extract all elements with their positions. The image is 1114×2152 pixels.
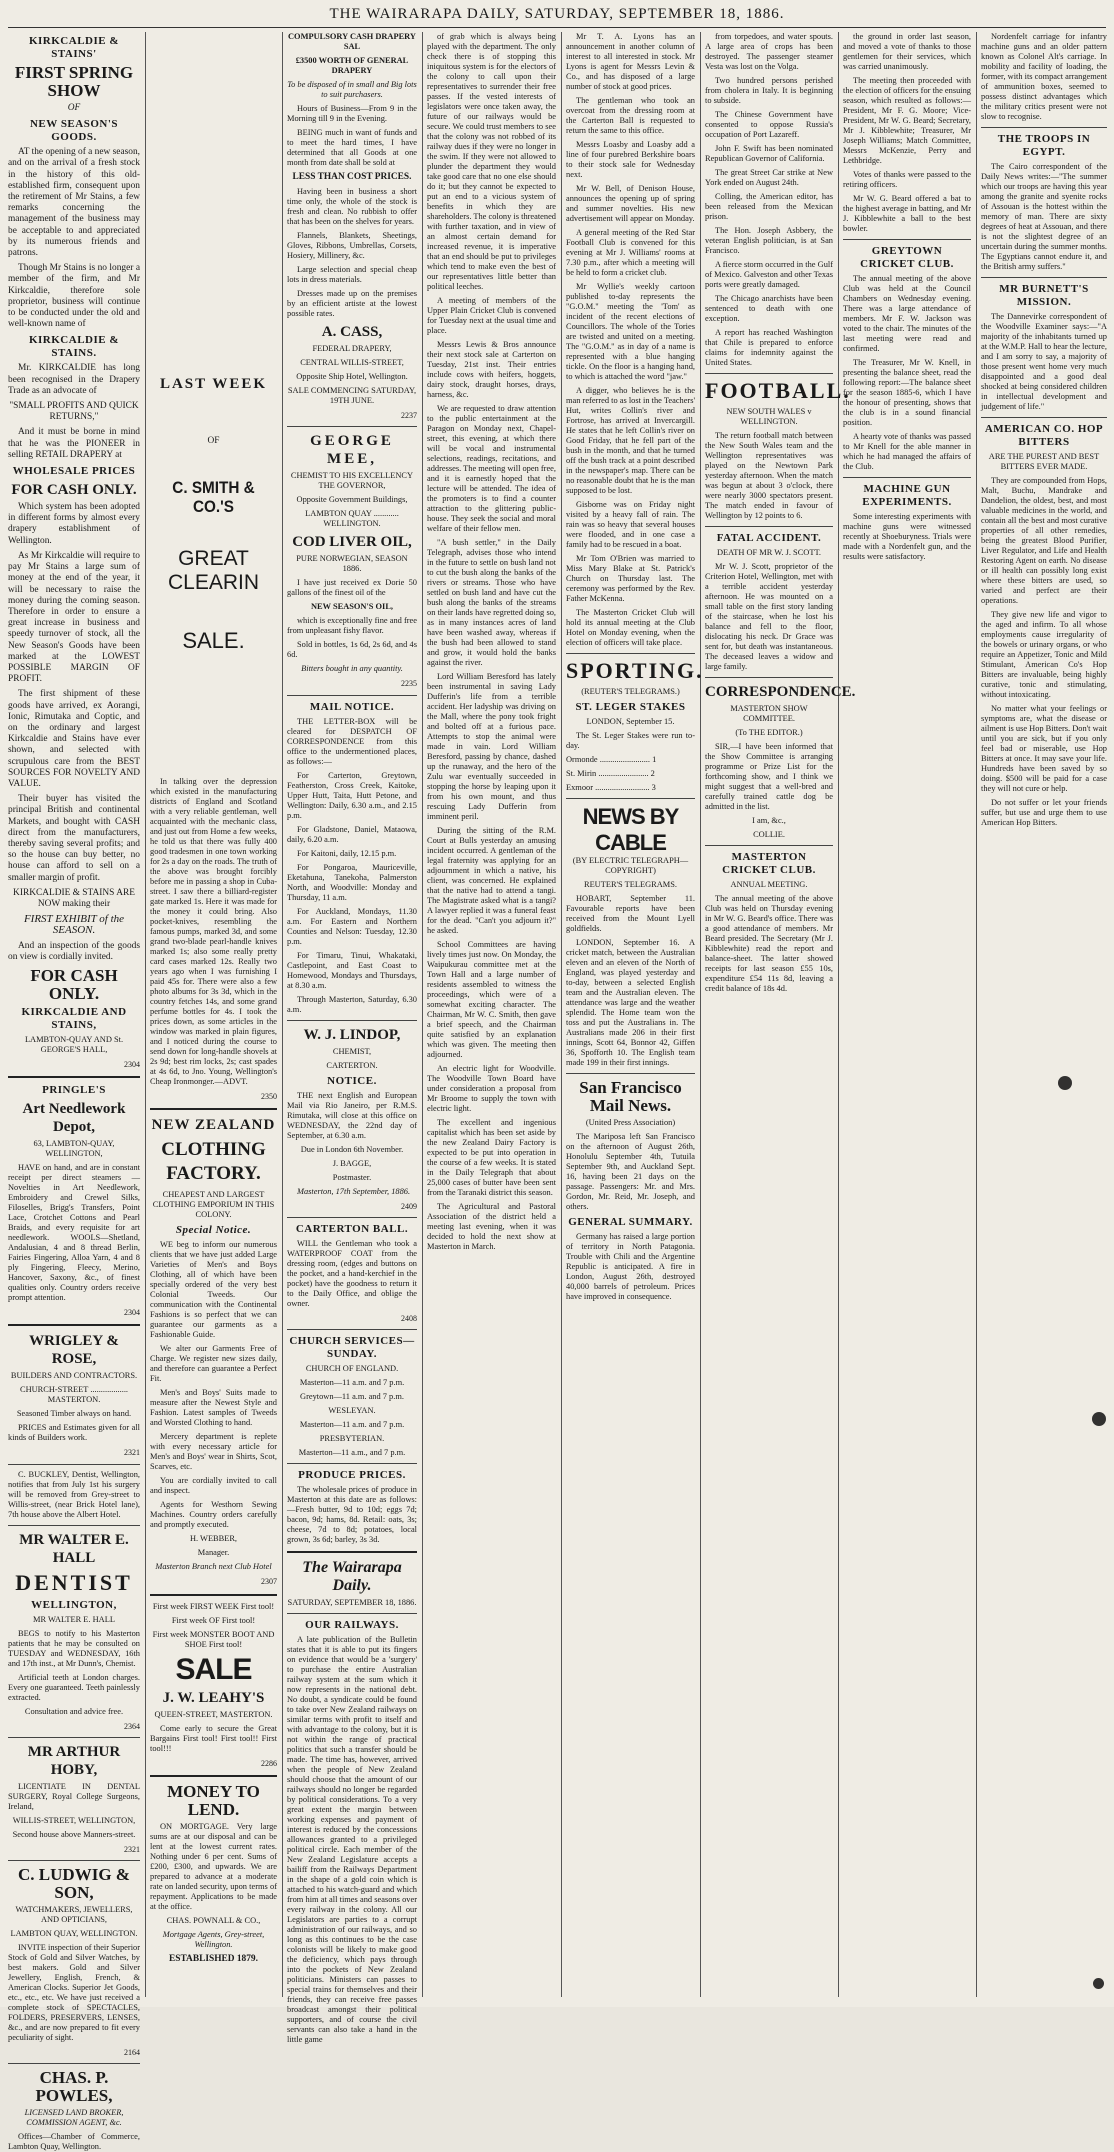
powles-sub: LICENSED LAND BROKER, COMMISSION AGENT, &c. [24, 2108, 124, 2128]
george-city: LAMBTON QUAY ............ WELLINGTON. [305, 509, 399, 529]
comp-paragraph: Dresses made up on the premises by an efficient artiste at the lowest possible rates. [287, 289, 417, 319]
divider [566, 1073, 695, 1074]
hall-sub: MR WALTER E. HALL [33, 1614, 115, 1624]
kirk-sig: KIRKCALDIE AND STAINS, [21, 1006, 127, 1031]
greytown-paragraph: The Treasurer, Mr W. Knell, in presenting the balance sheet, read the following report:—The balance sheet for the season 1885-6, which I have the honour of presenting, shows that the club is in a sound financial position. [843, 358, 971, 427]
church-line: Masterton—11 a.m., and 7 p.m. [298, 1448, 406, 1458]
wrigley-title: WRIGLEY & ROSE, [29, 1333, 119, 1368]
divider [981, 277, 1107, 278]
mail-paragraph: For Pongaroa, Mauriceville, Eketahuna, Tanekoha, Palmerston North, and Woodville: Monday and Thursday, 11 a.m. [287, 862, 417, 902]
smith-sale: SALE. [182, 628, 245, 654]
nz-notice: Special Notice. [175, 1224, 252, 1237]
column-8 [981, 32, 1107, 1997]
blank-space [150, 599, 277, 625]
kirk-paragraph: Though Mr Stains is no longer a member of the firm, and Mr Kirkcaldie, therefore sole proprietor, business will continue to be conducted under the old and well-known name of [8, 263, 140, 330]
news-paragraph: We are requested to draw attention to the public entertainment at the Paragon on Monday next, Chapel-street, this evening, at which there will be vocal and instrumental selections, readings, recitations, and addresses. The meeting will open free, and it is earnestly hoped that the lecture will be attended. The idea of the promoters is to find a counter attraction to the glittering public-house. They seek the social and moral welfare of their fellow men. [427, 404, 556, 533]
news-paragraph: Messrs Lewis & Bros announce their next stock sale at Carterton on Tuesday, 21st inst. Their entries include cows with heifers, hoggets, dairy stock, draught horses, drays, harness, &c. [427, 340, 556, 399]
news-paragraph: The Hon. Joseph Asbbery, the veteran English politician, is at San Francisco. [705, 226, 833, 255]
leahy-line: First week FIRST WEEK First tool! [152, 1601, 275, 1611]
divider [287, 1020, 417, 1021]
kirk-paragraph: AT the opening of a new season, and on the arrival of a fresh stock in the history of this old-established firm, consequent upon the retirement of Mr Stains, a few remarks concerning the management of the business may be acceptable to and appreciated by its numerous friends and patrons. [8, 147, 140, 259]
kirk-paragraph: As Mr Kirkcaldie will require to pay Mr Stains a large sum of money at the end of the year, it will be necessary to raise the money during the coming season. Therefore in order to ensure a great increase in business and speedy turnover of stock, all the New Season's Goods have been marked at the LOWEST POSSIBLE MARGIN OF PROFIT. [8, 550, 140, 685]
fatal-sub: DEATH OF MR W. J. SCOTT. [716, 548, 822, 557]
ad-number: 2304 [124, 1060, 140, 1069]
nz-title: NEW ZEALAND [151, 1117, 276, 1134]
cass-addr: CENTRAL WILLIS-STREET, [300, 358, 404, 368]
kirk-paragraph: And an inspection of the goods on view is cordially invited. [8, 940, 140, 962]
divider [287, 1613, 417, 1614]
mission-heading: MR BURNETT'S MISSION. [999, 283, 1089, 308]
divider [287, 695, 417, 696]
divider [981, 127, 1107, 128]
comp-paragraph: Flannels, Blankets, Sheetings, Gloves, Ribbons, Umbrellas, Corsets, Hosiery, Millinery, &c. [287, 231, 417, 261]
comp-hours: Hours of Business—From 9 in the Morning till 9 in the Evening. [287, 104, 417, 123]
divider [705, 845, 833, 846]
news-paragraph: The Masterton Cricket Club will hold its annual meeting at the Club Hotel on Monday evening, when the election of officers will take place. [566, 608, 695, 647]
smith-of: OF [207, 436, 220, 446]
wrigley-line: CHURCH-STREET .................. MASTERTON. [19, 1385, 129, 1405]
leahy-paragraph: Come early to secure the Great Bargains First tool! First tool!! First tool!!! [150, 1723, 277, 1753]
kirk-quote: "SMALL PROFITS AND QUICK RETURNS," [9, 401, 139, 423]
pringle-name: Art Needlework Depot, [22, 1101, 126, 1136]
column-6 [705, 32, 856, 1997]
sf-paragraph: The Mariposa left San Francisco on the afternoon of August 26th, Honolulu September 4th, Tutuila September 9th, and Auckland Sept. 16, having been 21 days on the passage. Passengers: Mr. and Mrs. Gordon, Mr. Reid, Mr. Joseph, and others. [566, 1132, 695, 1211]
carpet-title: CARTERTON BALL. [295, 1222, 409, 1235]
hoby-addr: WILLIS-STREET, WELLINGTON, [12, 1815, 136, 1825]
nz-paragraph: Agents for Westhorn Sewing Machines. Country orders carefully and promptly executed. [150, 1500, 277, 1530]
smith-name: C. SMITH & CO.'S [172, 478, 255, 517]
stleger-result: Ormonde ........................ 1 [566, 755, 657, 764]
mail-paragraph: Through Masterton, Saturday, 6.30 a.m. [287, 994, 417, 1014]
bitters-heading: AMERICAN CO. HOP BITTERS [984, 423, 1104, 448]
comp-paragraph: BEING much in want of funds and to meet the hard times, I have determined that all Goods at one month from date shall be sold at [287, 128, 417, 167]
hall-dentist: DENTIST [15, 1569, 133, 1595]
divider [705, 526, 833, 527]
cass-sale: SALE COMMENCING SATURDAY, 19TH JUNE. [287, 386, 417, 406]
ad-number: 2304 [124, 1308, 140, 1318]
kirk-name: KIRKCALDIE & STAINS. [28, 334, 120, 360]
money-est: ESTABLISHED 1879. [169, 1953, 258, 1964]
notice-due: Due in London 6th November. [300, 1144, 404, 1154]
notice-date: Masterton, 17th September, 1886. [297, 1186, 411, 1196]
lindop-name: W. J. LINDOP, [303, 1026, 401, 1043]
news-paragraph: Mr Tom O'Brien was married to Miss Mary Blake at St. Patrick's Church on Thursday last. The ceremony was performed by the Rev. Father McKenna. [566, 554, 695, 603]
divider [8, 1860, 140, 1861]
church-title: CHURCH SERVICES—SUNDAY. [289, 1335, 415, 1361]
bitters-paragraph: No matter what your feelings or symptoms are, what the disease or ailment is use Hop Bitters. Don't wait until you are sick, but if you only feel bad or miserable, use Hop Bitters at once. It may save your life. Hundreds have been saved by so doing. $500 will be paid for a case they will not cure or help. [981, 704, 1107, 793]
wrigley-paragraph: PRICES and Estimates given for all kinds of Builders work. [8, 1423, 140, 1443]
church-line: Masterton—11 a.m. and 7 p.m. [299, 1420, 405, 1430]
kirk-of: OF [67, 103, 81, 113]
news-paragraph: The Chicago anarchists have been sentenced to death with one exception. [705, 294, 833, 323]
corr-name: COLLIE. [753, 830, 785, 839]
nz-paragraph: We alter our Garments Free of Charge. We register new sizes daily, and therefore can guarantee a Perfect Fit. [150, 1344, 277, 1384]
nz-clothing: CLOTHING FACTORY. [161, 1139, 266, 1185]
divider [287, 426, 417, 427]
kirk-forcash: FOR CASH ONLY. [30, 966, 118, 1003]
comp-paragraph: Having been in business a short time only, the whole of the stock is fresh and clean. No rubbish to offer that has been on the shelves for years. [287, 187, 417, 227]
cass-name: A. CASS, [321, 324, 383, 341]
corr-sub: MASTERTON SHOW COMMITTEE. [730, 704, 808, 723]
blank-space [150, 396, 277, 436]
kirk-paragraph: Their buyer has visited the principal British and continental Markets, and bought with CASH direct from the manufacturers, thereby saving several profits; and so the house can buy better, no house can afford to sell on a smaller margin of profit. [8, 794, 140, 883]
greytown-heading: GREYTOWN CRICKET CLUB. [860, 245, 954, 270]
divider [287, 1551, 417, 1553]
divider [8, 1737, 140, 1738]
mcc-sub: ANNUAL MEETING. [730, 880, 808, 889]
news-paragraph: The excellent and ingenious capitalist which has been set aside by the new Zealand Dairy Factory is expected to be put into operation in the course of a few weeks. It is stated in the Daily Telegraph that about 25,000 cases of butter have been sent from the Taranaki district this season. [427, 1118, 556, 1197]
news-paragraph: Lord William Beresford has lately been instrumental in saving Lady Dufferin's life from a terrible accident. Her ladyship was driving on the Mall, where the pony took fright and bolted off at a furious pace. Attempts to stop the animal were made in vain. Lord William Beresford, passing by chance, dashed up the runaway, and the hero of the Zulu war eventually succeeded in stopping the horse by leaping upon it from his own mount, and thus rescuing Lady Dufferin from imminent peril. [427, 672, 556, 821]
hoby-name: MR ARTHUR HOBY, [27, 1743, 121, 1778]
leahy-addr: QUEEN-STREET, MASTERTON. [154, 1709, 273, 1719]
news-paragraph: Gisborne was on Friday night visited by a heavy fall of rain. The rain was so heavy that several houses were flooded, and in one case a family had to be rescued in a boat. [566, 500, 695, 549]
mission-paragraph: The Dannevirke correspondent of the Woodville Examiner says:—"A majority of the inhabitants turned up at the W.M.P. Hall to hear the lecture, and I am sorry to say, a majority of those present went home very much disappointed and a good deal shocked at being considered children in intellectual development and judgement of life." [981, 312, 1107, 411]
corr-heading: CORRESPONDENCE. [705, 684, 856, 700]
mcc-paragraph: The annual meeting of the above Club was held on Thursday evening in Mr W. G. Beard's office. There was a good attendance of members. Mr Beard presided. The Secretary (Mr J. Kibblewhite) read the report and balance-sheet. The latter showed receipts for last season £55 10s, expenditure £54 11s 8d, leaving a credit balance of 18s 4d. [705, 894, 833, 993]
cable-sub: (BY ELECTRIC TELEGRAPH—COPYRIGHT) [572, 856, 689, 875]
travel-paragraph: In talking over the depression which existed in the manufacturing districts of England and Scotland with a very reliable gentleman, well acquainted with the mechanic class, and just out from Home a few weeks, he told us that there was fully 400 good tradesmen in one town working for 2s a day on the roads. The truth of the above was brought forcibly before me in passing a shop in Cuba-street. I saw there a billiard-register gate marked 1s. Here it was made for the money it could bring. Also pocket-knives, resembling the famous pumps, marked 3d, and some grand two-blade pearl-handle knives marked 1s; also some really pretty card cases marked 12s. Really two years ago when I was furnishing I paid 45s for. There were also a few photo albums for 3s 3d, which in the country fetches 14s, and some grand perfume bottles for 4s. I took the prices down, as some articles in the window was marked in plain figures, and I noticed during the course to send down for long-handle shovels at 2s 9d; best rim locks, 2s; cast spades at 4s 6d, to Jno. Young, Wellington's Cheap Ironmonger.—ADVT. [150, 777, 277, 1087]
money-title: MONEY TO LEND. [167, 1781, 260, 1819]
sporting-heading: SPORTING. [566, 658, 704, 683]
column-rule [700, 32, 701, 1997]
news-paragraph: of grab which is always being played with the department. The only check there is of stopping this iniquitous system is for the electors of the colony to call upon their representatives to surrender their free passes. If the vested interests of legislators were once taken away, the future of our railways would be secure. We could trust members to see that the colony was not robbed of its railway dues if they were no longer in the swim. If they were not allowed to plunder the department they would take good care that no one else should do it; but they cannot be expected to put an end to a vicious system of benefits in which they are shareholders. The colony is threatened with further taxation, and in view of an almost certain demand for increased revenue, it is imperative that an end should be put to privileges which tend to make even the best of our representatives little better than political leeches. [427, 32, 556, 291]
ink-blot [1058, 1076, 1072, 1090]
greytown-paragraph: A hearty vote of thanks was passed to Mr Knell for the able manner in which he had managed the affairs of the Club. [843, 432, 971, 471]
column-rule [976, 32, 977, 1997]
blank-space [150, 451, 277, 475]
divider [8, 1076, 140, 1078]
stleger-paragraph: The St. Leger Stakes were run to-day. [566, 731, 695, 750]
news-paragraph: Colling, the American editor, has been released from the Mexican prison. [705, 192, 833, 221]
ad-number: 2307 [261, 1577, 277, 1587]
divider [566, 653, 695, 654]
mcc-heading: MASTERTON CRICKET CLUB. [722, 851, 816, 876]
money-paragraph: ON MORTGAGE. Very large sums are at our disposal and can be lent at the lowest current rates. Nothing under 6 per cent. Sums of £200, £300, and upwards. We are prepared to advance at a moderate rate on landed security, upon terms of repayment. Applications to be made at the office. [150, 1821, 277, 1911]
ad-number: 2286 [261, 1758, 277, 1768]
wrigley-paragraph: Seasoned Timber always on hand. [16, 1409, 132, 1419]
cable-paragraph: HOBART, September 11. Favourable reports have been received from the Mount Lyell goldfields. [566, 894, 695, 933]
divider [150, 1775, 277, 1777]
kirk-paragraph: Mr. KIRKCALDIE has long been recognised in the Drapery Trade as an advocate of [8, 363, 140, 396]
column-1 [8, 32, 140, 2152]
stleger-result: Exmoor .......................... 3 [566, 783, 656, 792]
ad-number: 2237 [401, 411, 417, 421]
cod-paragraph: Bitters bought in any quantity. [301, 664, 403, 674]
gen-paragraph: Germany has raised a large portion of territory in North Patagonia. Trouble with Chili and the Argentine Republic is anticipated. A fire in London, August 26th, destroyed 40,000 barrels of petroleum. Prices have improved in consequence. [566, 1232, 695, 1301]
lindop-city: CARTERTON. [326, 1060, 378, 1070]
hall-paragraph: Artificial teeth at London charges. Every one guaranteed. Teeth painlessly extracted. [8, 1672, 140, 1702]
news-paragraph: A general meeting of the Red Star Football Club is convened for this evening at Mr J. Williams' rooms at 7.30 p.m., after which a meeting will be held to form a cricket club. [566, 228, 695, 277]
news-paragraph: The great Street Car strike at New York ended on August 24th. [705, 168, 833, 187]
notice-paragraph: THE next English and European Mail via Rio Janeiro, per R.M.S. Rimutaka, will close at this office on WEDNESDAY, the 22nd day of September, at 6.30 a.m. [287, 1090, 417, 1140]
cod-paragraph: I have just received ex Dorie 50 gallons of the finest oil of the [287, 578, 417, 598]
divider [287, 1217, 417, 1218]
bitters-paragraph: They are compounded from Hops, Malt, Buchu, Mandrake and Dandelion, the oldest, best, and most valuable medicines in the world, and contain all the best and most curative properties of all other remedies, being the greatest Blood Purifier, Liver Regulator, and Life and Health Restoring Agent on earth. No disease or ill health can possibly long exist where these bitters are used, so varied and perfect are their operations. [981, 476, 1107, 605]
leahy-line: First week MONSTER BOOT AND SHOE First tool! [152, 1629, 275, 1649]
cable-heading: NEWS BY CABLE [582, 804, 679, 855]
news-paragraph: Mr W. Bell, of Denison House, announces the opening up of spring and summer novelties. His new advertisement will appear on Monday. [566, 184, 695, 223]
column-rule [561, 32, 562, 1997]
bitters-paragraph: They give new life and vigor to the aged and infirm. To all whose employments cause irregularity of the bowels or urinary organs, or who require an Appetizer, Tonic and Mild Stimulant, American Co's Hop Bitters are invaluable, being highly curative, tonic and stimulating, without intoxicating. [981, 610, 1107, 699]
george-name: GEORGE MEE, [310, 433, 394, 468]
corr-to: (To THE EDITOR.) [735, 728, 803, 737]
ad-number: 2350 [261, 1092, 277, 1102]
news-paragraph: Mr T. A. Lyons has an announcement in another column of interest to all interested in stock. Mr Lyons is agent for Messrs Levin & Co., and has disposed of a large number of stock at good prices. [566, 32, 695, 91]
machine-paragraph: Some interesting experiments with machine guns were witnessed recently at Shoeburyness. Trials were made with a Nordenfelt gun, and the results were satisfactory. [843, 512, 971, 561]
divider [705, 677, 833, 678]
nz-sub: CHEAPEST AND LARGEST CLOTHING EMPORIUM IN THIS COLONY. [152, 1190, 275, 1220]
divider [843, 477, 971, 478]
bitters-paragraph: Do not suffer or let your friends suffer, but use and urge them to use American Hop Bitters. [981, 798, 1107, 827]
news-paragraph: Mr Wyllie's weekly cartoon published to-day represents the "G.O.M." meeting the 'Tom' as incident of the recent elections of Councillors. The whole of the Tories are twisted and united on a meeting. The "G.O.M." as in day of a name is represented with a blue hanging tickle. On the floor is a hanging hand, to which is attached the word "jaw." [566, 282, 695, 381]
powles-name: CHAS. P. POWLES, [35, 2068, 113, 2106]
smith-great: GREAT CLEARIN [167, 547, 260, 595]
rail-paragraph: A late publication of the Bulletin states that it is able to put its fingers on evidence that would be a 'surgery' to purchase the entire Australian railway system at the sum which it now represents in the national debt. No doubt, a syndicate could be found to take over New Zealand railways on similar terms with profit to itself and with advantage to the colony, but it is not within the range of practical politics that such a transfer should be made. The time has, however, arrived when the people of New Zealand should choose that the amount of our railways should no longer be regarded by political considerations. To a very great extent the margin between working expenses and payment of interest is reduced by the concessions allowances granted to a privileged political circle. Each member of the New Zealand Legislature accepts a bailiff from the Railways Department in the shape of a gold coin which is attached to his watch-guard and which from him at all times and seasons over every railway in the colony. All our Legislators are parties to a corrupt administration of our railways, and so long as this continues to be the case colonists will be likely to make good the deficiency, which pays through into the pockets of New Zealand politicians. Ministers can passes to special trains for themselves and their friends, they can receive free passes broadcast amongst their political supporters, and of course the civil servants can also take a hand in the little game [287, 1635, 417, 2045]
hall-name: MR WALTER E. HALL [19, 1531, 129, 1566]
news-paragraph: The gentleman who took an overcoat from the dressing room at the Carterton Ball is requested to return the same to this office. [566, 96, 695, 135]
smith-last: LAST WEEK [159, 376, 268, 392]
news-paragraph: A digger, who believes he is the man referred to as lost in the Teachers' Hut, writes Collin's river and Fortrose, has arrived at Invercargill. He states that he left Collin's river on Good Friday, that he fell part of the bush in the month, and that he turned off the bush track at a point described in the newspaper's map. There can be no reasonable doubt that he is the man supposed to be lost. [566, 386, 695, 495]
news-paragraph: the ground in order last season, and moved a vote of thanks to those gentlemen for their services, which was carried unanimously. [843, 32, 971, 71]
comp-amount: £3500 WORTH OF GENERAL DRAPERY [295, 56, 409, 75]
cod-sub: PURE NORWEGIAN, SEASON 1886. [296, 554, 408, 574]
pringle-addr: 63, LAMBTON-QUAY, WELLINGTON, [33, 1139, 115, 1159]
cod-paragraph: which is exceptionally fine and free from unpleasant fishy flavor. [287, 616, 417, 636]
kirk-show: FIRST SPRING SHOW [14, 63, 134, 100]
kirk-paragraph: Which system has been adopted in different forms by almost every drapery establishment of Wellington. [8, 502, 140, 546]
money-sub: Mortgage Agents, Grey-street, Wellington. [162, 1929, 265, 1949]
comp-less: LESS THAN COST PRICES. [292, 172, 412, 182]
kirk-goods: NEW SEASON'S GOODS. [29, 118, 119, 144]
rail-title: OUR RAILWAYS. [305, 1619, 399, 1632]
notice-title: NOTICE. [327, 1074, 377, 1087]
column-rule [838, 32, 839, 1997]
mail-title: MAIL NOTICE. [309, 700, 395, 713]
leahy-line: First week OF First tool! [171, 1615, 256, 1625]
news-paragraph: An electric light for Woodville. The Woodville Town Board have under consideration a proposal from Mr Broome to supply the town with electric light. [427, 1064, 556, 1113]
divider [8, 1324, 140, 1326]
news-paragraph: Mr W. G. Beard offered a bat to the highest average in batting, and Mr J. Kibblewhite a ball to the best bowler. [843, 194, 971, 233]
stleger-result: St. Mirin ........................ 2 [566, 769, 655, 778]
hall-city: WELLINGTON, [31, 1598, 117, 1611]
kirk-title: KIRKCALDIE & STAINS' [28, 35, 120, 60]
stleger-heading: ST. LEGER STAKES [575, 701, 686, 713]
news-paragraph: A meeting of members of the Upper Plain Cricket Club is convened for Tuesday next at the usual time and place. [427, 296, 556, 335]
kirk-paragraph: KIRKCALDIE & STAINS ARE NOW making their [13, 887, 135, 909]
kirk-cash: FOR CASH ONLY. [11, 482, 137, 499]
hoby-paragraph: LICENTIATE IN DENTAL SURGERY, Royal College Surgeons, Ireland, [8, 1781, 140, 1811]
ad-number: 2364 [124, 1721, 140, 1731]
news-paragraph: Nordenfelt carriage for infantry machine guns and an older pattern known as Colonel Alt's carriage. In mobility and facility of loading, the former, with its compact arrangement of ammunition boxes, seemed to possess distinct advantages which the military critics present were not slow to recognise. [981, 32, 1107, 121]
divider [8, 1525, 140, 1526]
comp-paragraph: Large selection and special cheap lots in dress materials. [287, 265, 417, 285]
lindop-sub: CHEMIST, [332, 1046, 372, 1056]
comp-sub: To be disposed of in small and Big lots to suit purchasers. [287, 80, 417, 99]
news-paragraph: from torpedoes, and water spouts. A large area of crops has been destroyed. The passenger steamer Vesta was lost on the Volga. [705, 32, 833, 71]
cass-sub: FEDERAL DRAPERY, [312, 344, 392, 354]
cod-paragraph: Sold in bottles, 1s 6d, 2s 6d, and 4s 6d. [287, 640, 417, 660]
nz-paragraph: Men's and Boys' Suits made to measure after the Newest Style and Fashion. Latest samples of Tweeds and Worsted Clothing to hand. [150, 1388, 277, 1428]
nz-paragraph: Mercery department is replete with every necessary article for Men's and Boys' wear in Shirts, Scot, Scarves, etc. [150, 1432, 277, 1472]
column-rule [145, 32, 146, 1997]
buckley-paragraph: C. BUCKLEY, Dentist, Wellington, notifies that from July 1st his surgery will be removed from Grey-street to Willis-street, (near Brick Hotel lane), 7th house above the Albert Hotel. [8, 1469, 140, 1519]
column-2 [150, 32, 277, 1997]
sf-sub: (United Press Association) [585, 1118, 676, 1127]
news-paragraph: The meeting then proceeded with the election of officers for the ensuing season, which resulted as follows:—President, Mr F. G. Moore; Vice-President, Mr W. G. Beard; Secretary, Mr J. Kibblewhite; Treasurer, Mr Joseph Williams; Match Committee, Messrs McKenzie, Perry and Lethbridge. [843, 76, 971, 165]
nz-mgr: Manager. [197, 1548, 230, 1558]
news-paragraph: School Committees are having lively times just now. On Monday, the Waipukurau committee met at the Town Hall and a large number of residents assembled to witness the proceedings, which were of a somewhat exciting character. The Chairman, Mr W. C. Smith, then gave a brief speech, and the Chairman quite satisfied by an explanation which was given. The meeting then adjourned. [427, 940, 556, 1059]
ludwig-name: C. LUDWIG & SON, [18, 1865, 130, 1903]
blank-space [150, 32, 277, 372]
column-rule [282, 32, 283, 1997]
news-paragraph: The Chinese Government have consented to oppose Russia's occupation of Port Lazareff. [705, 110, 833, 139]
divider [843, 239, 971, 240]
cod-title: COD LIVER OIL, [292, 534, 412, 551]
gen-heading: GENERAL SUMMARY. [568, 1216, 693, 1228]
stleger-date: LONDON, September 15. [586, 717, 675, 726]
comp-title: COMPULSORY CASH DRAPERY SAL [288, 32, 416, 51]
divider [150, 1594, 277, 1596]
ad-number: 2408 [401, 1313, 417, 1323]
corr-sig: I am, &c., [752, 816, 786, 825]
column-4 [427, 32, 556, 1997]
nz-sig: H. WEBBER, [189, 1534, 238, 1544]
sporting-sub: (REUTER'S TELEGRAMS.) [581, 687, 680, 696]
news-paragraph: Messrs Loasby and Loasby add a line of four purebred Berkshire boars to their stock sale for Wednesday next. [566, 140, 695, 179]
ad-number: 2164 [124, 2048, 140, 2058]
corr-paragraph: SIR,—I have been informed that the Show Committee is arranging programme or Prize List for the forthcoming show, and I think we might suggest that a well-bred and carefully trained cattle dog be admitted in the list. [705, 742, 833, 811]
church-line: WESLEYAN. [328, 1406, 376, 1416]
kirk-wholesale: WHOLESALE PRICES [12, 465, 136, 478]
kirk-first: FIRST EXHIBIT of the SEASON. [23, 913, 125, 937]
nz-addr: Masterton Branch next Club Hotel [155, 1562, 272, 1572]
news-paragraph: A report has reached Washington that Chile is prepared to enforce claims for indemnity against the United States. [705, 328, 833, 367]
cass-addr2: Opposite Ship Hotel, Wellington. [296, 372, 408, 382]
news-paragraph: Two hundred persons perished from cholera in Italy. It is beginning to subside. [705, 76, 833, 105]
mail-paragraph: For Carterton, Greytown, Featherston, Cross Creek, Kaitoke, Upper Hutt, Taita, Hutt Petone, and Wellington: Daily, 6.30 a.m., and 2.15 p.m. [287, 770, 417, 820]
cod-paragraph: NEW SEASON'S OIL, [311, 602, 393, 612]
football-sub: NEW SOUTH WALES v WELLINGTON. [726, 407, 812, 426]
football-paragraph: The return football match between the New South Wales team and the Wellington representatives was played on the Newtown Park yesterday afternoon. When the match was begun at about 3 o'clock, there were nearly 3000 spectators present. The match ended in favour of Wellington by 12 points to 6. [705, 431, 833, 520]
news-paragraph: The Agricultural and Pastoral Association of the district held a meeting last evening, when it was decided to hold the next show at Masterton in March. [427, 1202, 556, 1251]
divider [287, 1329, 417, 1330]
news-paragraph: A fierce storm occurred in the Gulf of Mexico. Galveston and other Texas ports were greatly damaged. [705, 260, 833, 289]
mail-paragraph: THE LETTER-BOX will be cleared for DESPATCH OF CORRESPONDENCE from this office to the undermentioned places, as follows:— [287, 716, 417, 766]
leahy-name: J. W. LEAHY'S [162, 1689, 265, 1706]
mail-paragraph: For Auckland, Mondays, 11.30 a.m. For Eastern and Northern Counties and Nelson: Tuesday, 12.30 p.m. [287, 906, 417, 946]
fatal-paragraph: Mr W. J. Scott, proprietor of the Criterion Hotel, Wellington, met with a terrible accident yesterday afternoon. He was mounted on a small table on the first story landing of the staircase, when he lost his balance and fell to the floor, dislocating his neck. Dr Grace was sent for, but death was instantaneous. The deceased leaves a widow and large family. [705, 562, 833, 671]
george-addr: Opposite Government Buildings, [296, 495, 408, 505]
money-sig: CHAS. POWNALL & CO., [166, 1915, 261, 1925]
church-line: Masterton—11 a.m. and 7 p.m. [299, 1378, 405, 1388]
news-paragraph: John F. Swift has been nominated Republican Governor of California. [705, 144, 833, 163]
kirk-paragraph: And it must be borne in mind that he was the PIONEER in selling RETAIL DRAPERY at [8, 427, 140, 460]
ad-number: 2409 [401, 1201, 417, 1211]
ad-number: 2321 [124, 1844, 140, 1854]
news-paragraph: During the sitting of the R.M. Court at Bulls yesterday an amusing incident occurred. A gentleman of the legal fraternity was applying for an adjournment in which a native, his client, was concerned. He explained that the native had to attend a tangi. The Magistrate asked what is a tangi? A lawyer replied it was a funeral feast for the dead. "Can't you adjourn it?" he asked. [427, 826, 556, 935]
kirk-paragraph: The first shipment of these goods have arrived, ex Aorangi, Ionic, Rimutaka and Coptic, and on the ordinary and largest Kirkcaldie and Stains have ever shown, and selected with scrupulous care from the BEST SOURCES FOR NOVELTY AND VALUE. [8, 689, 140, 789]
greytown-paragraph: The annual meeting of the above Club was held at the Council Chambers on Wednesday evening. There was a large attendance of members. Mr F. W. Jackson was voted to the chair. The minutes of the last meeting were read and confirmed. [843, 274, 971, 353]
daily-title: The Wairarapa Daily. [302, 1559, 402, 1595]
masthead: THE WAIRARAPA DAILY, SATURDAY, SEPTEMBER 18, 1886. [329, 6, 785, 22]
masthead-rule [8, 27, 1106, 28]
column-5 [566, 32, 704, 1997]
hall-paragraph: BEGS to notify to his Masterton patients that he may be consulted on TUESDAY and WEDNESDAY, 16th and 17th inst., at Mr Dunn's, Chemist. [8, 1628, 140, 1668]
divider [150, 1108, 277, 1110]
column-7 [843, 32, 971, 1997]
machine-heading: MACHINE GUN EXPERIMENTS. [862, 483, 952, 508]
cable-paragraph: LONDON, September 16. A cricket match, between the Australian eleven and an eleven of the North of England, was played yesterday and to-day, between a selected English team and the Australian eleven. The attendance was large and the weather splendid. The Home team won the toss and put the Australians in. The Australians made 206 in their first innings, Scott 64, Bonnor 42, Giffen 36, Spofforth 10. The English team made 199 in their first innings. [566, 938, 695, 1067]
produce-paragraph: The wholesale prices of produce in Masterton at this date are as follows:—Fresh butter, 9d to 10d; eggs 7d; bacon, 9d; hams, 8d. Retail: oats, 3s; cheese, 7d to 8d; potatoes, local grown, 3s 6d; barley, 3s 3d. [287, 1485, 417, 1545]
ludwig-addr: LAMBTON QUAY, WELLINGTON. [10, 1929, 138, 1939]
mail-paragraph: For Kaitoni, daily, 12.15 p.m. [297, 848, 397, 858]
blank-space [150, 519, 277, 543]
pringle-title: PRINGLE'S [42, 1084, 106, 1097]
divider [287, 1463, 417, 1464]
blank-space [150, 657, 277, 777]
church-line: CHURCH OF ENGLAND. [305, 1364, 399, 1374]
nz-paragraph: WE beg to inform our numerous clients that we have just added Large Varieties of Men's and Boys Clothing, all of which have been specially ordered of the very best Colonial Tweeds. Our communication with the Continental Fashions is so perfect that we can guarantee our garments as a Fashionable Guide. [150, 1240, 277, 1340]
produce-title: PRODUCE PRICES. [298, 1469, 406, 1482]
pringle-paragraph: HAVE on hand, and are in constant receipt per direct steamers — Novelties in Art Needlework, Embroidery and Crewel Silks, Filoselles, Brigg's Transfers, Point Lace, Crotchet Cottons and Pearl Braids, and every requisite for art needlework. WOOLS—Shetland, Andalusian, 4 and 8 thread Berlin, Fairies Fingering, Alloa Yarn, 4 and 8 ply Fingering, Fleecy, Merino, Hancover, Saxony, &c., of finest qualities only. Country orders receive prompt attention. [8, 1163, 140, 1303]
church-line: Greytown—11 a.m. and 7 p.m. [300, 1392, 404, 1402]
church-line: PRESBYTERIAN. [319, 1434, 385, 1444]
sf-heading: San Francisco Mail News. [579, 1078, 682, 1115]
kirk-addr: LAMBTON-QUAY AND St. GEORGE'S HALL, [24, 1035, 124, 1054]
carpet-paragraph: WILL the Gentleman who took a WATERPROOF COAT from the dressing room, (edges and buttons on the pocket, and a hand-kerchief in the pocket) have the goodness to return it to the Daily Office, and oblige the owner. [287, 1238, 417, 1308]
column-3 [287, 32, 417, 2045]
notice-sig: J. BAGGE, [332, 1158, 372, 1168]
divider [705, 373, 833, 374]
george-sub: CHEMIST TO HIS EXCELLENCY THE GOVERNOR, [290, 471, 414, 491]
hall-consult: Consultation and advice free. [24, 1706, 124, 1716]
hoby-paragraph: Second house above Manners-street. [12, 1829, 136, 1839]
news-paragraph: Votes of thanks were passed to the retiring officers. [843, 170, 971, 189]
ad-number: 2321 [124, 1448, 140, 1458]
fatal-heading: FATAL ACCIDENT. [716, 532, 822, 544]
divider [8, 2063, 140, 2064]
notice-post: Postmaster. [332, 1172, 372, 1182]
column-rule [422, 32, 423, 1997]
cable-sub2: REUTER'S TELEGRAMS. [583, 880, 678, 889]
mail-paragraph: For Gladstone, Daniel, Mataowa, daily, 6.20 a.m. [287, 824, 417, 844]
ludwig-paragraph: INVITE inspection of their Superior Stock of Gold and Silver Watches, by best makers. Gold and Silver Jewellery, English, French, & American Clocks. Superior Jet Goods, etc., etc., etc. We have just received a complete stock of SPECTACLES, FOLDERS, PRESERVERS, LENSES, &c., and are now prepared to fit every peculiarity of sight. [8, 1943, 140, 2043]
nz-paragraph: You are cordially invited to call and inspect. [150, 1476, 277, 1496]
ink-blot [1092, 1412, 1106, 1426]
daily-date: SATURDAY, SEPTEMBER 18, 1886. [287, 1598, 417, 1608]
troops-heading: THE TROOPS IN EGYPT. [997, 133, 1091, 158]
wrigley-sub: BUILDERS AND CONTRACTORS. [10, 1371, 138, 1381]
news-paragraph: "A bush settler," in the Daily Telegraph, advises those who intend in the future to settle on bush land not to cut the bush along the banks of the rivers or streams. Those who have settled on bush land and have cut the bush along the banks of the streams on their lands have regretted doing so, as in many instances acres of land have been washed away, whereas if the bush had been allowed to stand and grow, it would hold the banks against the river. [427, 538, 556, 667]
troops-paragraph: The Cairo correspondent of the Daily News writes:—"The summer which our troops are having this year among the granite and syenite rocks of Assouan is the hottest within the memory of man. There are sixty degrees of heat at Assouan, and there is not the slightest degree of an uncertain during the summer months. The Egyptians cannot endure it, and the British army suffers." [981, 162, 1107, 271]
bitters-sub: ARE THE PUREST AND BEST BITTERS EVER MADE. [988, 452, 1100, 471]
ad-number: 2235 [401, 679, 417, 689]
football-heading: FOOTBALL. [705, 378, 851, 403]
divider [566, 798, 695, 799]
powles-addr: Offices—Chamber of Commerce, Lambton Quay, Wellington. [8, 2132, 140, 2152]
mail-paragraph: For Timaru, Tinui, Whakataki, Castlepoint, and East Coast to Homewood, Mondays and Thursdays, at 8.30 a.m. [287, 950, 417, 990]
leahy-sale: SALE [175, 1652, 252, 1686]
ink-blot [1093, 1978, 1104, 1989]
ludwig-sub: WATCHMAKERS, JEWELLERS, AND OPTICIANS, [15, 1905, 133, 1925]
divider [981, 417, 1107, 418]
divider [8, 1464, 140, 1465]
